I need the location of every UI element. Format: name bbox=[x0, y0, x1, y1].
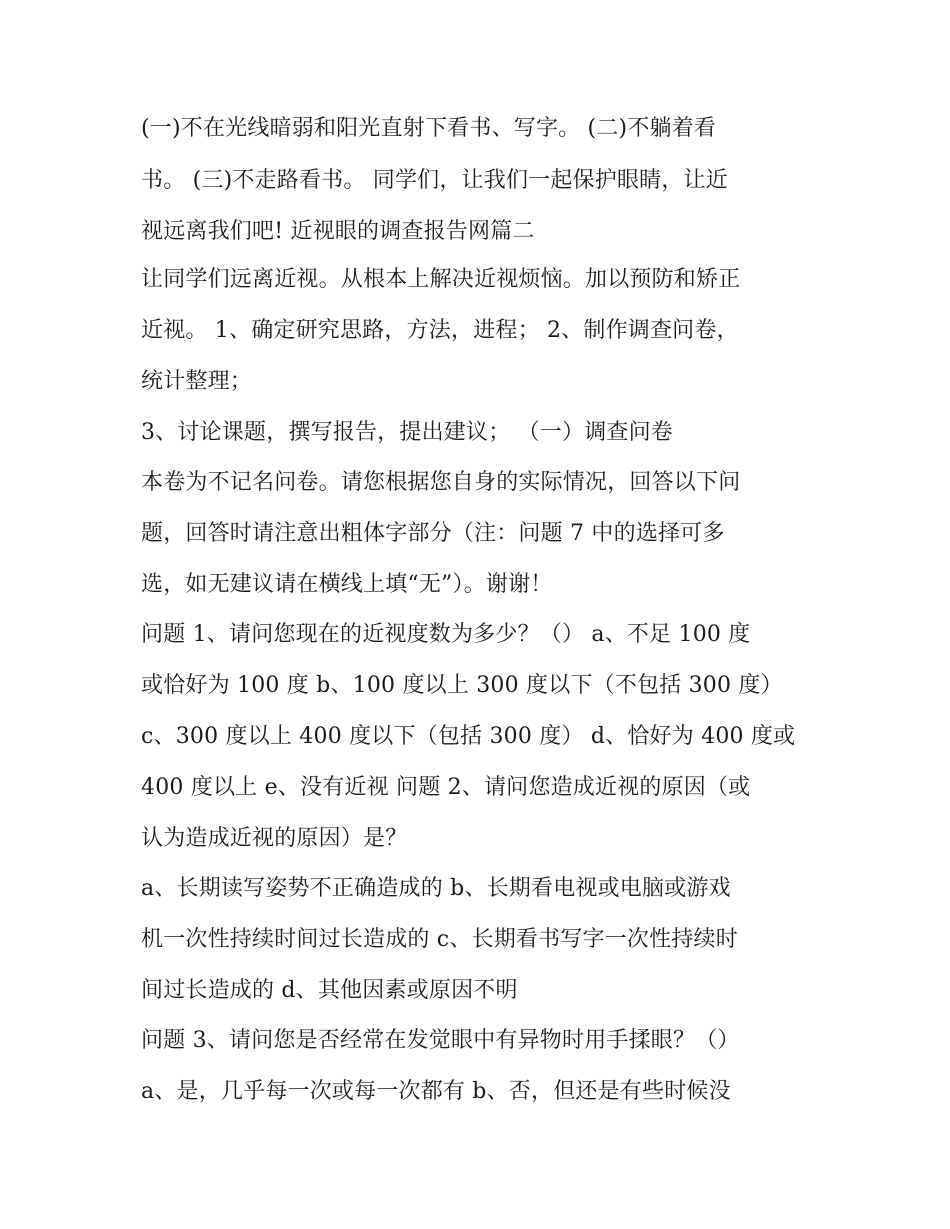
text-line: 认为造成近视的原因）是？ bbox=[141, 826, 408, 851]
text-line: 问题 3、请问您是否经常在发觉眼中有异物时用手揉眼？（） bbox=[141, 1028, 740, 1053]
text-line: 让同学们远离近视。从根本上解决近视烦恼。加以预防和矫正 bbox=[141, 267, 741, 292]
text-line: (一)不在光线暗弱和阳光直射下看书、写字。 (二)不躺着看 bbox=[141, 116, 717, 141]
text-line: 书。 (三)不走路看书。 同学们，让我们一起保护眼睛，让近 bbox=[141, 168, 728, 193]
text-line: c、300 度以上 400 度以下（包括 300 度） d、恰好为 400 度或 bbox=[141, 724, 796, 749]
text-line: 题，回答时请注意出粗体字部分（注：问题 7 中的选择可多 bbox=[141, 521, 725, 546]
text-line: 问题 1、请问您现在的近视度数为多少？（） a、不足 100 度 bbox=[141, 622, 751, 647]
text-line: 机一次性持续时间过长造成的 c、长期看书写字一次性持续时 bbox=[141, 927, 738, 952]
text-line: 统计整理； bbox=[141, 369, 253, 394]
text-line: 或恰好为 100 度 b、100 度以上 300 度以下（不包括 300 度） bbox=[141, 673, 783, 698]
text-line: 间过长造成的 d、其他因素或原因不明 bbox=[141, 978, 518, 1003]
text-line: 近视。 1、确定研究思路，方法，进程； 2、制作调查问卷， bbox=[141, 318, 739, 343]
text-line: a、长期读写姿势不正确造成的 b、长期看电视或电脑或游戏 bbox=[141, 876, 731, 901]
text-line: 选，如无建议请在横线上填“无”）。谢谢！ bbox=[141, 572, 553, 597]
text-line: 视远离我们吧! 近视眼的调查报告网篇二 bbox=[141, 219, 535, 244]
text-line: 3、讨论课题，撰写报告，提出建议； （一）调查问卷 bbox=[141, 420, 673, 445]
text-line: 本卷为不记名问卷。请您根据您自身的实际情况，回答以下问 bbox=[141, 470, 741, 495]
text-line: a、是，几乎每一次或每一次都有 b、否，但还是有些时候没 bbox=[141, 1079, 731, 1104]
text-line: 400 度以上 e、没有近视 问题 2、请问您造成近视的原因（或 bbox=[141, 775, 751, 800]
